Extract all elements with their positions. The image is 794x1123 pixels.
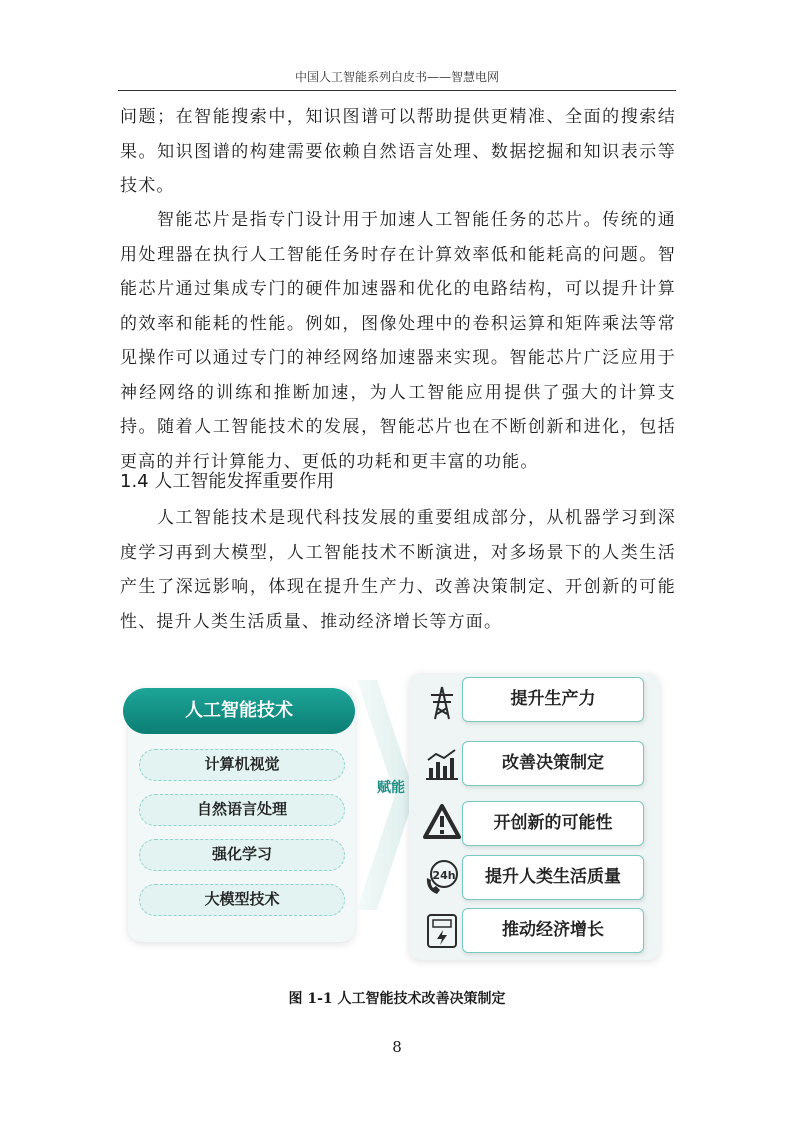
tech-item: 强化学习 (139, 839, 345, 871)
benefit-item: 开创新的可能性 (462, 801, 644, 846)
power-box-icon (423, 912, 461, 950)
page-number: 8 (392, 1038, 402, 1056)
tech-panel-title: 人工智能技术 (123, 688, 355, 734)
benefit-item: 提升生产力 (462, 677, 644, 722)
header-rule (118, 90, 676, 91)
section-heading: 1.4 人工智能发挥重要作用 (120, 471, 335, 492)
tech-item: 计算机视觉 (139, 749, 345, 781)
benefit-item: 提升人类生活质量 (462, 855, 644, 900)
benefit-item: 推动经济增长 (462, 908, 644, 953)
power-tower-icon (423, 684, 461, 722)
enable-label: 赋能 (377, 780, 405, 796)
svg-text:24h: 24h (432, 869, 456, 882)
figure-caption: 图 1-1 人工智能技术改善决策制定 (288, 991, 506, 1007)
tech-item: 大模型技术 (139, 884, 345, 916)
benefit-item: 改善决策制定 (462, 741, 644, 786)
paragraph-3: 人工智能技术是现代科技发展的重要组成部分，从机器学习到深度学习再到大模型，人工智能技术不断演进，对多场景下的人类生活产生了深远影响，体现在提升生产力、改善决策制定、开创新的可能性、提升人类生活质量、推动经济增长等方面。 (120, 508, 676, 632)
running-header: 中国人工智能系列白皮书——智慧电网 (294, 70, 499, 84)
phone-24h-icon (423, 858, 461, 896)
bar-chart-icon (423, 744, 461, 782)
warning-triangle-icon (423, 803, 461, 841)
paragraph-2: 智能芯片是指专门设计用于加速人工智能任务的芯片。传统的通用处理器在执行人工智能任务时存在计算效率低和能耗高的问题。智能芯片通过集成专门的硬件加速器和优化的电路结构，可以提升计算的效率和能耗的性能。例如，图像处理中的卷积运算和矩阵乘法等常见操作可以通过专门的神经网络加速器来实现。智能芯片广泛应用于神经网络的训练和推断加速，为人工智能应用提供了强大的计算支持。随着人工智能技术的发展，智能芯片也在不断创新和进化，包括更高的并行计算能力、更低的功耗和更丰富的功能。 (120, 210, 676, 472)
tech-item: 自然语言处理 (139, 794, 345, 826)
paragraph-1: 问题；在智能搜索中，知识图谱可以帮助提供更精准、全面的搜索结果。知识图谱的构建需要依赖自然语言处理、数据挖掘和知识表示等技术。 (120, 107, 676, 196)
